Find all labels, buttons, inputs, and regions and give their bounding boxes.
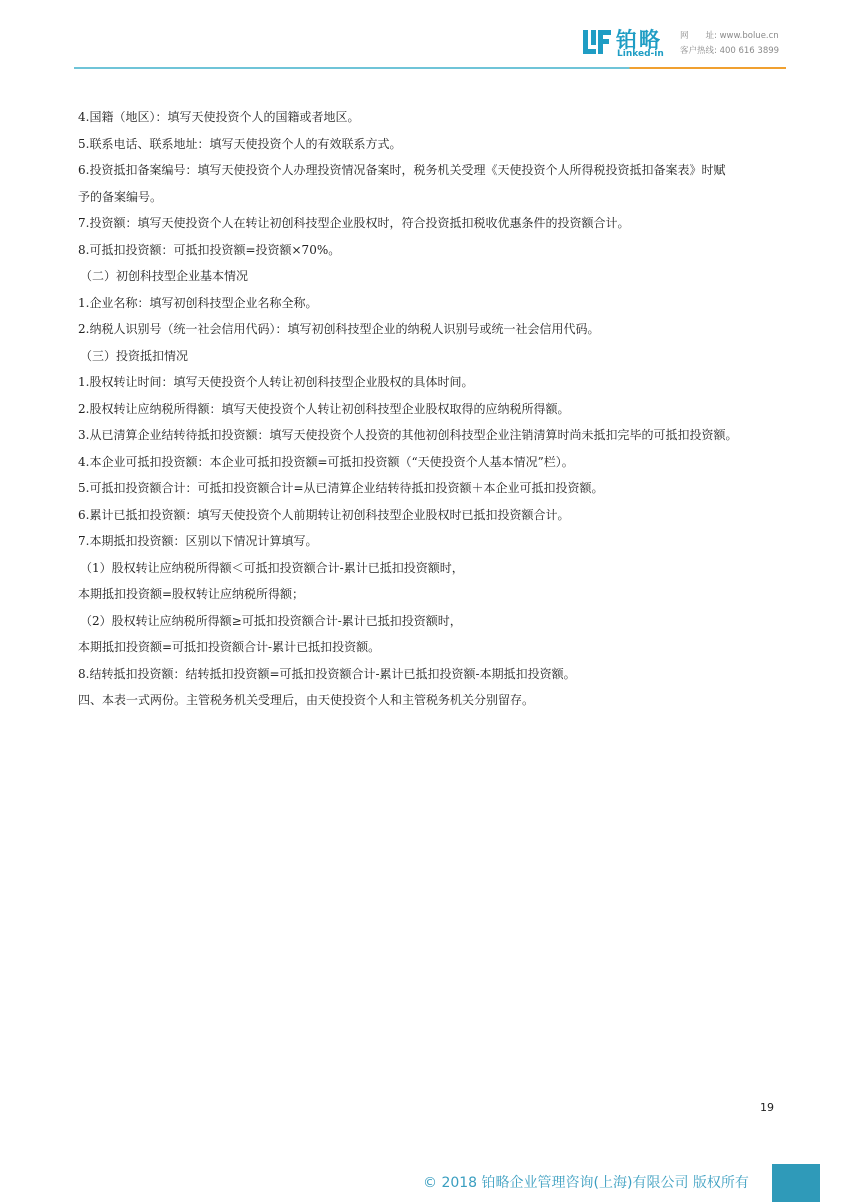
paragraph-line: 6.投资抵扣备案编号：填写天使投资个人办理投资情况备案时，税务机关受理《天使投资个人所得税投资抵扣备案表》时赋 [78,163,726,177]
paragraph-line: 4.国籍（地区）：填写天使投资个人的国籍或者地区。 [78,110,360,124]
paragraph-line: 本期抵扣投资额=可抵扣投资额合计-累计已抵扣投资额。 [78,640,381,654]
paragraph-line: 6.累计已抵扣投资额：填写天使投资个人前期转让初创科技型企业股权时已抵扣投资额合计。 [78,507,570,522]
paragraph-line: 2.纳税人识别号（统一社会信用代码）：填写初创科技型企业的纳税人识别号或统一社会信用代码。 [78,322,600,336]
header-divider [74,67,786,69]
paragraph-line: 8.结转抵扣投资额：结转抵扣投资额=可抵扣投资额合计-累计已抵扣投资额-本期抵扣投资额。 [78,666,576,681]
website-label: 网 址: www.bolue.cn [680,31,779,41]
section-heading: （二）初创科技型企业基本情况 [80,269,249,283]
bolue-logo-icon [583,28,611,56]
logo-subtext: Linked-in [617,49,664,59]
paragraph-line: 4.本企业可抵扣投资额：本企业可抵扣投资额=可抵扣投资额（“天使投资个人基本情况”栏）。 [78,454,574,469]
copyright-notice: © 2018 铂略企业管理咨询(上海)有限公司 版权所有 [423,1175,749,1191]
paragraph-line: 1.股权转让时间：填写天使投资个人转让初创科技型企业股权的具体时间。 [78,375,474,389]
page-number: 19 [760,1101,774,1114]
paragraph-line: 3.从已清算企业结转待抵扣投资额：填写天使投资个人投资的其他初创科技型企业注销清算时尚未抵扣完毕的可抵扣投资额。 [78,428,738,442]
paragraph-line: 7.本期抵扣投资额：区别以下情况计算填写。 [78,534,318,548]
page-header [0,0,850,70]
section-heading: （三）投资抵扣情况 [80,348,189,363]
paragraph-line: 8.可抵扣投资额：可抵扣投资额=投资额×70%。 [78,242,341,257]
paragraph-line: 四、本表一式两份。主管税务机关受理后，由天使投资个人和主管税务机关分别留存。 [78,693,535,707]
paragraph-line: （1）股权转让应纳税所得额＜可抵扣投资额合计-累计已抵扣投资额时， [80,560,464,575]
paragraph-line: 5.联系电话、联系地址：填写天使投资个人的有效联系方式。 [78,136,402,151]
hotline-label: 客户热线: 400 616 3899 [680,46,780,56]
paragraph-line: 予的备案编号。 [78,189,163,204]
logo-text: 铂略 [616,28,662,52]
paragraph-line: （2）股权转让应纳税所得额≥可抵扣投资额合计-累计已抵扣投资额时， [80,613,462,628]
paragraph-line: 1.企业名称：填写初创科技型企业名称全称。 [78,295,318,310]
footer-color-block [772,1164,820,1202]
paragraph-line: 本期抵扣投资额=股权转让应纳税所得额； [78,587,305,601]
paragraph-line: 7.投资额：填写天使投资个人在转让初创科技型企业股权时，符合投资抵扣税收优惠条件的投资额合计。 [78,216,630,230]
paragraph-line: 5.可抵扣投资额合计：可抵扣投资额合计=从已清算企业结转待抵扣投资额＋本企业可抵扣投资额。 [78,481,604,495]
header-contact-info [680,29,779,59]
document-body [78,104,798,714]
paragraph-line: 2.股权转让应纳税所得额：填写天使投资个人转让初创科技型企业股权取得的应纳税所得额。 [78,401,570,416]
